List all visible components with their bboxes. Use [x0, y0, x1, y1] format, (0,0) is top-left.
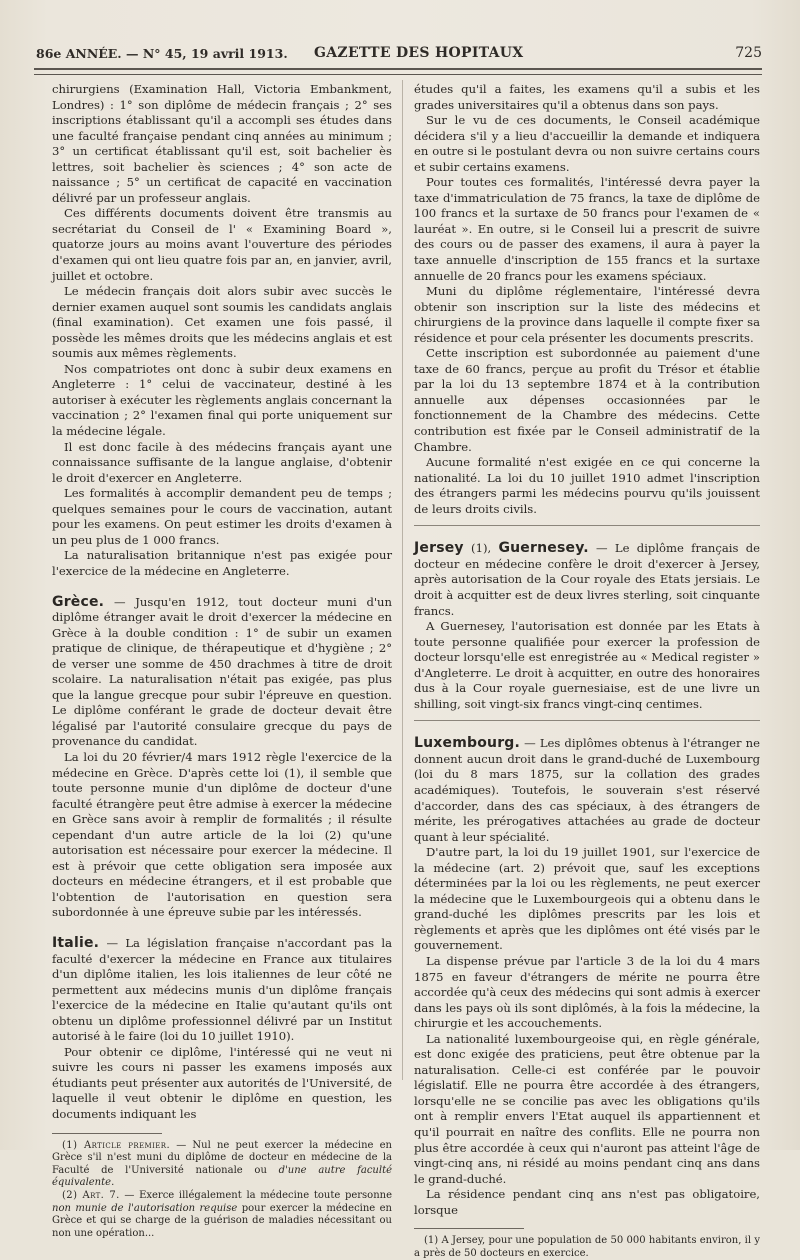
footnote-ref: (1),	[463, 541, 499, 556]
paragraph: Pour obtenir ce diplôme, l'intéressé qui ne veut ni suivre les cours ni passer les examens imposés aux étudiants peut présenter aux autorités de l'Université, de laquelle il veut obtenir le diplôme en question, les documents indiquant les	[52, 1044, 392, 1121]
paragraph: Nos compatriotes ont donc à subir deux examens en Angleterre : 1° celui de vaccinateur, destiné à les autoriser à exécuter les règlements anglais concernant la vaccination ; 2° l'examen final qui porte uniquement sur la médecine légale.	[52, 361, 392, 439]
paragraph: chirurgiens (Examination Hall, Victoria Embankment, Londres) : 1° son diplôme de médecin français ; 2° ses inscriptions établissant qu'il a accompli ses études dans une faculté française pendant cinq années au minimum ; 3° un certificat établissant qu'il est, soit bachelier ès lettres, soit bachelier ès sciences ; 4° son acte de naissance ; 5° un certificat de capacité en vaccination délivré par un professeur anglais.	[52, 82, 392, 205]
paragraph: — La législation française n'accordant pas la faculté d'exercer la médecine en France aux titulaires d'un diplôme italien, les lois italiennes de leur côté ne permettent aux médecins munis d'un diplôme français l'exercice de la médecine en Italie qu'autant qu'ils ont obtenu un diplôme professionnel délivré par un Institut autorisé à le faire (loi du 10 juillet 1910).	[52, 935, 392, 1044]
footnote-jersey: (1) A Jersey, pour une population de 50 000 habitants environ, il y a près de 50 docteurs en exercice.	[414, 1235, 760, 1259]
footnote-text: — Nul ne peut exercer la médecine en Grèce s'il n'est muni du diplôme de docteur en médecine de la Faculté de l'Université nationale ou	[52, 1139, 393, 1176]
footnote-label: (1) Article premier.	[62, 1139, 171, 1151]
paragraph: Muni du diplôme réglementaire, l'intéressé devra obtenir son inscription sur la liste des médecins et chirurgiens de la province dans laquelle il compte fixer sa résidence et pour cela présenter les documents prescrits.	[414, 284, 760, 345]
section-title-jersey: Jersey	[414, 540, 464, 557]
header-rule	[34, 68, 762, 70]
footnote-1	[52, 1140, 392, 1190]
paragraph: La dispense prévue par l'article 3 de la loi du 4 mars 1875 en faveur d'étrangers de mérite ne pourra être accordée qu'à ceux des médecins qui sont admis à exercer dans les pays où ils sont diplômés, à la fois la médecine, la chirurgie et les accouchements.	[414, 953, 760, 1031]
paragraph: Il est donc facile à des médecins français ayant une connaissance suffisante de la langue anglaise, d'obtenir le droit d'exercer en Angleterre.	[52, 439, 392, 485]
section-luxembourg	[414, 736, 760, 845]
footnote-2	[52, 1190, 392, 1240]
right-column	[414, 82, 760, 1260]
section-grece	[52, 595, 392, 750]
footnote-rule	[52, 1133, 162, 1134]
section-title-italie: Italie.	[52, 934, 100, 951]
paragraph: Aucune formalité n'est exigée en ce qui concerne la nationalité. La loi du 10 juillet 1910 admet l'inscription des étrangers parmi les médecins pourvu qu'ils jouissent de leurs droits civils.	[414, 455, 760, 516]
section-italie	[52, 936, 392, 1045]
paragraph: La nationalité luxembourgeoise qui, en règle générale, est donc exigée des praticiens, peut être obtenue par la naturalisation. Celle-ci est conférée par le pouvoir législatif. Elle ne pourra être accordée à des étrangers, lorsqu'elle ne se concilie pas avec les obligations qu'ils ont à remplir envers l'Etat auquel ils appartiennent et qu'il pourrait en naître des conflits. Elle ne pourra non plus être accordée à ceux qui n'auront pas atteint l'âge de vingt-cinq ans, ni résidé au moins pendant cinq ans dans le grand-duché.	[414, 1031, 760, 1186]
paragraph: — Jusqu'en 1912, tout docteur muni d'un diplôme étranger avait le droit d'exercer la médecine en Grèce à la double condition : 1° de subir un examen pratique de clinique, de thérapeutique et d'hygiène ; 2° de verser une somme de 450 drachmes à titre de droit scolaire. La naturalisation n'était pas exigée, pas plus que la langue grecque pour subir l'épreuve en question. Le diplôme conférant le grade de docteur devait être légalisé par l'autorité consulaire grecque du pays de provenance du candidat.	[52, 594, 392, 749]
paragraph: La naturalisation britannique n'est pas exigée pour l'exercice de la médecine en Angleterre.	[52, 548, 392, 578]
section-title-grece: Grèce.	[52, 593, 105, 610]
paragraph: Le médecin français doit alors subir avec succès le dernier examen auquel sont soumis les candidats anglais (final examination). Cet examen une fois passé, il possède les mêmes droits que les médecins anglais et est soumis aux mêmes règlements.	[52, 284, 392, 361]
paragraph: La résidence pendant cinq ans n'est pas obligatoire, lorsque	[414, 1187, 760, 1217]
paragraph: Pour toutes ces formalités, l'intéressé devra payer la taxe d'immatriculation de 75 francs, la taxe de diplôme de 100 francs et la surtaxe de 50 francs pour l'examen de « lauréat ». En outre, si le Conseil lui a prescrit de suivre des cours ou de passer des examens, il aura à payer la taxe annuelle d'inscription de 155 francs et la surtaxe annuelle de 20 francs pour les examens spéciaux.	[414, 175, 760, 283]
footnote-text: pour exercer la médecine en Grèce et qui se charge de la guérison de maladies nécessitant ou non une opération...	[52, 1202, 392, 1239]
paragraph: D'autre part, la loi du 19 juillet 1901, sur l'exercice de la médecine (art. 2) prévoit que, sauf les exceptions déterminées par la loi ou les règlements, ne peut exercer la médecine que le Luxembourgeois qui a obtenu dans le grand-duché les diplômes prescrits par les lois et règlements et après que les diplômes ont été visés par le gouvernement.	[414, 845, 760, 953]
section-jersey-guernesey	[414, 541, 760, 619]
footnote-label: (2) Art. 7.	[62, 1189, 120, 1201]
issue-info: 86e ANNÉE. — N° 45, 19 avril 1913.	[36, 46, 288, 61]
header-rule-thin	[34, 74, 762, 75]
page-number: 725	[735, 45, 762, 61]
paragraph: — Les diplômes obtenus à l'étranger ne donnent aucun droit dans le grand-duché de Luxembourg (loi du 8 mars 1875, sur la collation des grades académiques). Toutefois, le souverain s'est réservé d'accorder, dans des cas spéciaux, à des étrangers de mérite, les prérogatives attachées au grade de docteur quant à leur spécialité.	[414, 736, 760, 844]
journal-title: GAZETTE DES HOPITAUX	[314, 45, 524, 61]
paragraph: Sur le vu de ces documents, le Conseil académique décidera s'il y a lieu d'accueillir la demande et indiquera en outre si le postulant devra ou non suivre certains cours et subir certains examens.	[414, 113, 760, 174]
paragraph: Les formalités à accomplir demandent peu de temps ; quelques semaines pour le cours de vaccination, autant pour les examens. On peut estimer les droits d'examen à un peu plus de 1 000 francs.	[52, 486, 392, 547]
paragraph: Ces différents documents doivent être transmis au secrétariat du Conseil de l' « Examining Board », quatorze jours au moins avant l'ouverture des périodes d'examen qui ont lieu quatre fois par an, en janvier, avril, juillet et octobre.	[52, 206, 392, 283]
paragraph: Cette inscription est subordonnée au paiement d'une taxe de 60 francs, perçue au profit du Trésor et établie par la loi du 13 septembre 1874 et à la contribution annuelle aux dépenses occasionnées par le fonctionnement de la Chambre des médecins. Cette contribution est fixée par le Conseil administratif de la Chambre.	[414, 346, 760, 454]
section-divider	[414, 525, 760, 526]
paragraph: A Guernesey, l'autorisation est donnée par les Etats à toute personne qualifiée pour exercer la profession de docteur lorsqu'elle est enregistrée au « Medical register » d'Angleterre. Le droit à acquitter, en outre des honoraires dus à la Cour royale guernesiaise, est de une livre un shilling, soit vingt-six francs vingt-cinq centimes.	[414, 619, 760, 711]
paragraph: La loi du 20 février/4 mars 1912 règle l'exercice de la médecine en Grèce. D'après cette loi (1), il semble que toute personne munie d'un diplôme de docteur d'une faculté étrangère peut être admise à exercer la médecine en Grèce sans avoir à remplir de formalités ; il résulte cependant d'un autre article de la loi (2) qu'une autorisation est nécessaire pour exercer la médecine. Il est à prévoir que cette obligation sera imposée aux docteurs en médecine étrangers, et il est probable que l'obtention de l'autorisation en question sera subordonnée à une épreuve subie par les intéressés.	[52, 749, 392, 920]
footnote-rule	[414, 1228, 524, 1229]
footnote-emphasis: non munie de l'autorisation requise	[52, 1202, 238, 1214]
left-column	[52, 82, 392, 1240]
paragraph: — Le diplôme français de docteur en médecine confère le droit d'exercer à Jersey, après autorisation de la Cour royale des Etats jersiais. Le droit à acquitter est de deux livres sterling, soit cinquante francs.	[414, 541, 761, 618]
section-divider	[414, 720, 760, 721]
column-separator	[402, 80, 403, 1080]
running-header	[36, 42, 766, 64]
section-title-guernesey: Guernesey.	[498, 540, 589, 557]
footnote-emphasis: d'une autre faculté équivalente.	[52, 1164, 393, 1189]
section-title-luxembourg: Luxembourg.	[414, 735, 521, 752]
paragraph: études qu'il a faites, les examens qu'il a subis et les grades universitaires qu'il a obtenus dans son pays.	[414, 82, 760, 112]
footnote-text: — Exerce illégalement la médecine toute personne	[119, 1189, 393, 1201]
